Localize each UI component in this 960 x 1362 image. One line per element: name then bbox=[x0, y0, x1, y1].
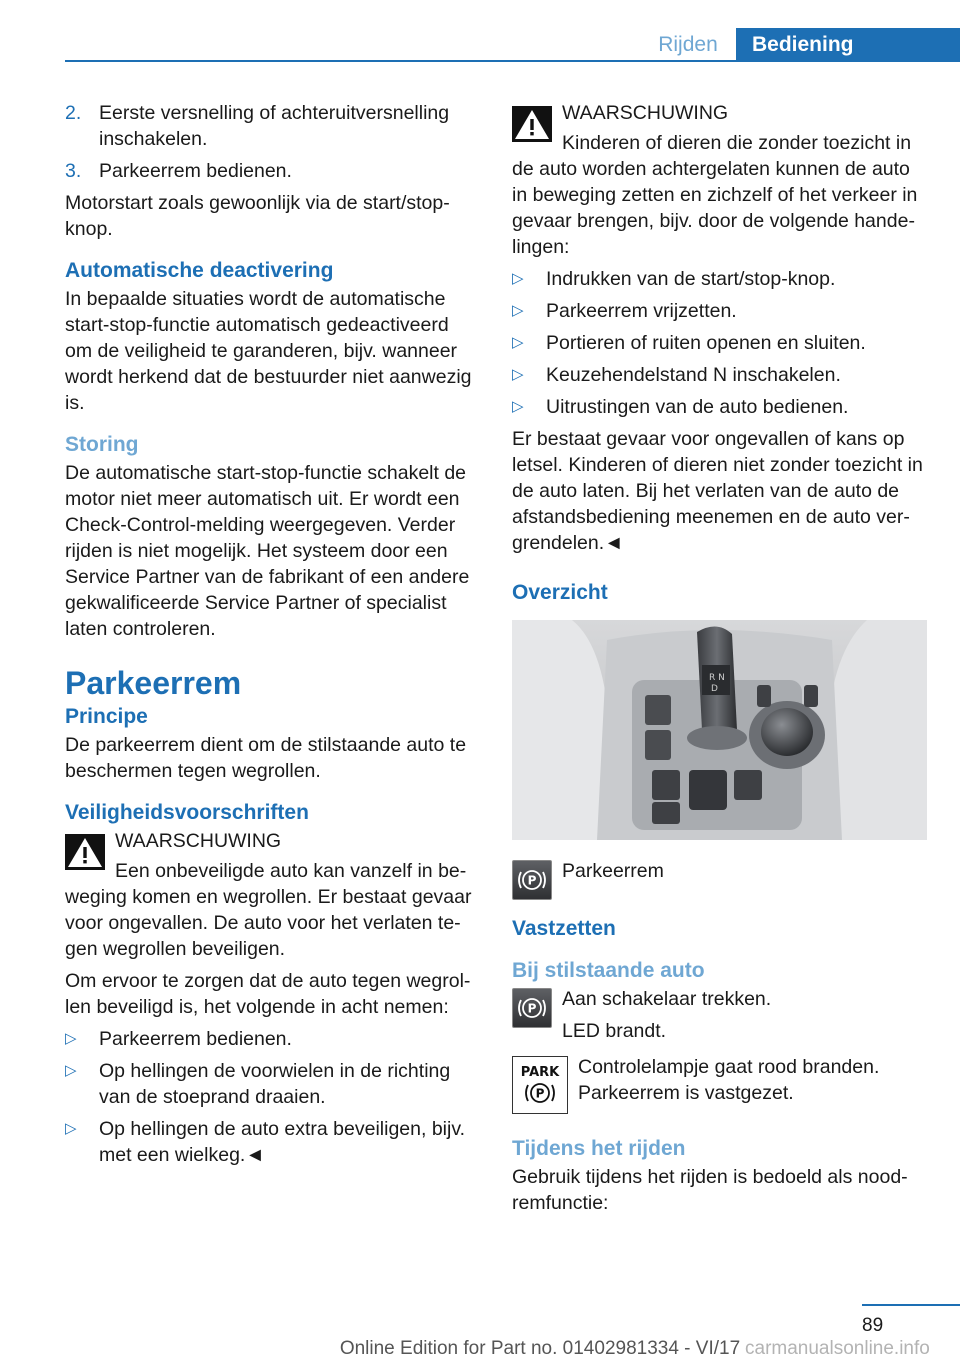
parking-brake-button-icon bbox=[512, 988, 552, 1028]
list-item-text: Uitrustingen van de auto bedienen. bbox=[546, 396, 849, 418]
list-item-text: Parkeerrem vrijzetten. bbox=[546, 300, 737, 322]
list-item-text: Keuzehendelstand N inschakelen. bbox=[546, 364, 841, 386]
page-number: 89 bbox=[862, 1315, 884, 1336]
gevaar-text: Er bestaat gevaar voor ongevallen of kans op letsel. Kinderen of dieren niet zonder toezicht in de auto laten. Bij het verlaten van de auto de afstandsbediening meenemen en de auto vergrendelen.◄ bbox=[512, 428, 923, 554]
parkeerrem-caption: Parkeerrem bbox=[562, 860, 664, 882]
storing-text: De automatische start-stop-functie schakelt de motor niet meer automatisch uit. Er wordt een Check-Control-melding weergegeven. Verder rijden is niet mogelijk. Het systeem door een Service Partner van de fabrikant of een andere gekwalificeerde Service Partner of specialist laten controleren. bbox=[65, 462, 470, 640]
bullet-triangle-icon: ▷ bbox=[65, 1030, 77, 1047]
svg-text:P: P bbox=[535, 1086, 545, 1101]
rijden-text: Gebruik tijdens het rijden is bedoeld als noodremfunctie: bbox=[512, 1166, 908, 1214]
heading-automatische-deactivering: Automatische deactivering bbox=[65, 259, 334, 282]
heading-principe: Principe bbox=[65, 705, 148, 728]
svg-text:PARK: PARK bbox=[520, 1065, 560, 1080]
heading-tijdens-het-rijden: Tijdens het rijden bbox=[512, 1137, 686, 1160]
list-item-text: Op hellingen de voorwielen in de richting van de stoeprand draaien. bbox=[99, 1060, 451, 1108]
svg-text:R N: R N bbox=[709, 673, 725, 683]
heading-overzicht: Overzicht bbox=[512, 581, 608, 604]
park-indicator-icon bbox=[512, 1056, 568, 1114]
warning-triangle-icon bbox=[512, 106, 552, 142]
warning-title: WAARSCHUWING bbox=[562, 102, 729, 124]
controlelampje-row bbox=[512, 1054, 930, 1114]
list-item bbox=[512, 330, 930, 356]
svg-text:P: P bbox=[527, 873, 537, 888]
principe-text: De parkeerrem dient om de stilstaande auto te beschermen tegen wegrollen. bbox=[65, 734, 467, 782]
watermark: carmanualsonline.info bbox=[745, 1338, 930, 1359]
warning-text: Een onbeveiligde auto kan vanzelf in beweging komen en wegrollen. Er bestaat gevaar voor ongevallen. De auto voor het verlaten tegen wegrollen beveiligen. bbox=[65, 860, 472, 960]
list-item bbox=[65, 1026, 480, 1052]
list-item bbox=[512, 298, 930, 324]
heading-vastzetten: Vastzetten bbox=[512, 917, 616, 940]
warning-triangle-icon bbox=[65, 834, 105, 870]
step-2 bbox=[65, 100, 480, 152]
step-number: 2. bbox=[65, 102, 82, 124]
bullet-triangle-icon: ▷ bbox=[512, 366, 524, 383]
footer-rule bbox=[862, 1304, 960, 1306]
svg-text:D: D bbox=[711, 684, 718, 694]
step-text: Eerste versnelling of achteruitversnelling inschakelen. bbox=[99, 102, 450, 150]
heading-veiligheidsvoorschriften: Veiligheidsvoorschriften bbox=[65, 801, 309, 824]
om-text: Om ervoor te zorgen dat de auto tegen wegrollen beveiligd is, het volgende in acht nemen: bbox=[65, 970, 471, 1018]
bullet-triangle-icon: ▷ bbox=[512, 270, 524, 287]
right-column bbox=[512, 100, 930, 1222]
step-number: 3. bbox=[65, 160, 82, 182]
warning-title: WAARSCHUWING bbox=[115, 830, 282, 852]
step-3 bbox=[65, 158, 480, 184]
trekken-text: Aan schakelaar trekken. bbox=[562, 988, 772, 1010]
controle-text: Controlelampje gaat rood branden. Parkeerrem is vastgezet. bbox=[578, 1056, 880, 1104]
auto-deact-text: In bepaalde situaties wordt de automatische start-stop-functie automatisch gedeactiveerd om de veiligheid te garanderen, bijv. wanneer wordt herkend dat de bestuurder niet aanwezig is. bbox=[65, 288, 472, 414]
center-console-photo bbox=[512, 620, 927, 840]
left-column bbox=[65, 100, 480, 1174]
tab-bediening[interactable]: Bediening bbox=[736, 28, 960, 62]
list-item bbox=[65, 1116, 480, 1168]
list-item bbox=[512, 362, 930, 388]
heading-bij-stilstaande-auto: Bij stilstaande auto bbox=[512, 959, 705, 982]
step-text: Parkeerrem bedienen. bbox=[99, 160, 292, 182]
warning-block bbox=[65, 828, 480, 876]
list-item-text: Portieren of ruiten openen en sluiten. bbox=[546, 332, 866, 354]
edition-text: Online Edition for Part no. 01402981334 - VI/17 bbox=[339, 1338, 741, 1359]
list-item bbox=[512, 394, 930, 420]
bullet-triangle-icon: ▷ bbox=[65, 1120, 77, 1137]
warning-text: Kinderen of dieren die zonder toezicht in de auto worden achtergelaten kunnen de auto in beweging zetten en zichzelf of het verkeer in gevaar brengen, bijv. door de volgende handelingen: bbox=[512, 132, 918, 258]
bullet-triangle-icon: ▷ bbox=[512, 398, 524, 415]
motorstart-text: Motorstart zoals gewoonlijk via de start/stop-knop. bbox=[65, 192, 450, 240]
parkeerrem-icon-row bbox=[512, 858, 930, 900]
parking-brake-button-icon bbox=[512, 860, 552, 900]
tab-rijden[interactable]: Rijden bbox=[658, 33, 718, 56]
list-item-text: Op hellingen de auto extra beveiligen, bijv. met een wielkeg.◄ bbox=[99, 1118, 466, 1166]
list-item-text: Parkeerrem bedienen. bbox=[99, 1028, 292, 1050]
list-item bbox=[512, 266, 930, 292]
led-text: LED brandt. bbox=[562, 1020, 667, 1042]
bullet-triangle-icon: ▷ bbox=[65, 1062, 77, 1079]
heading-parkeerrem: Parkeerrem bbox=[65, 665, 242, 701]
list-item-text: Indrukken van de start/stop-knop. bbox=[546, 268, 836, 290]
warning-block bbox=[512, 100, 930, 148]
heading-storing: Storing bbox=[65, 433, 139, 456]
svg-text:P: P bbox=[527, 1001, 537, 1016]
trekken-row bbox=[512, 986, 930, 1044]
bullet-triangle-icon: ▷ bbox=[512, 302, 524, 319]
list-item bbox=[65, 1058, 480, 1110]
bullet-triangle-icon: ▷ bbox=[512, 334, 524, 351]
